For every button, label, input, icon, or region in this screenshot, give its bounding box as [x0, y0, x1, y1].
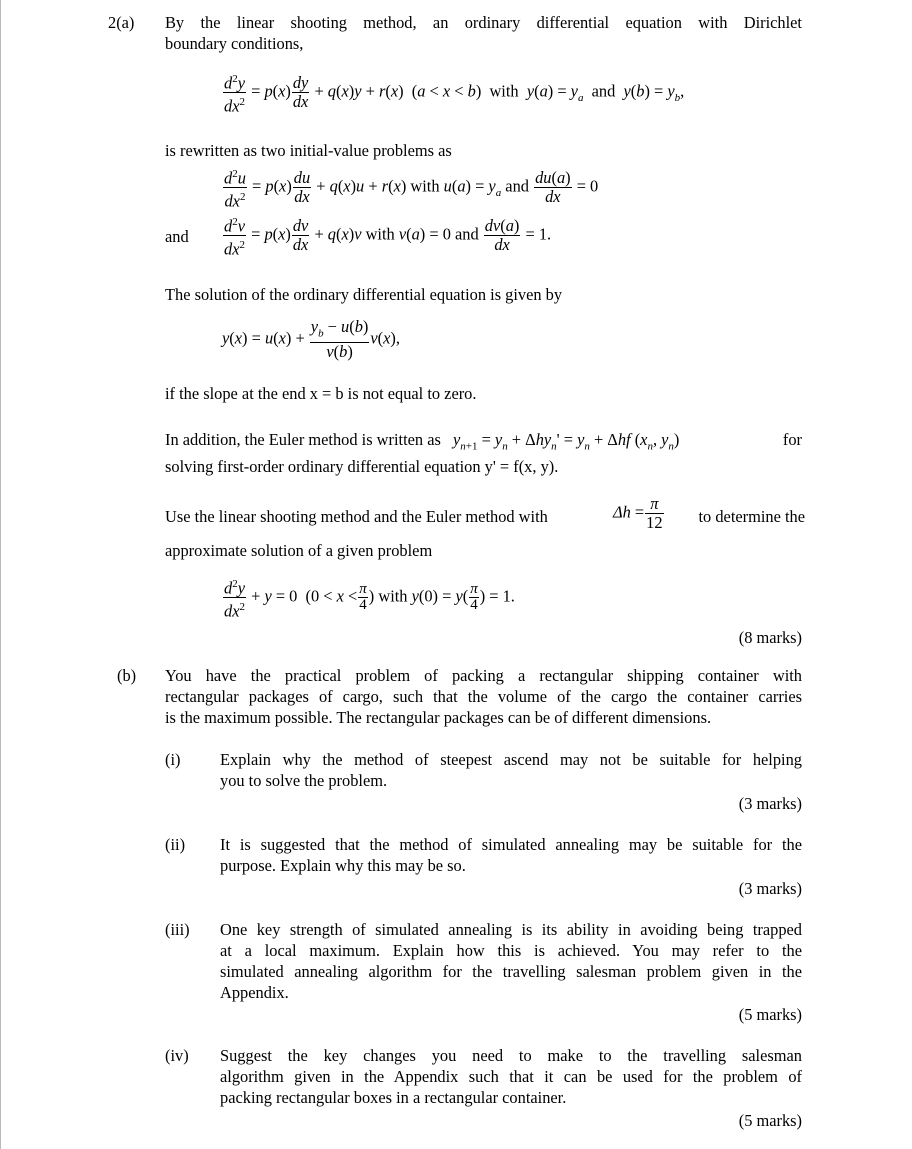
part-iii-line-4: Appendix. — [220, 983, 289, 1002]
part-iii-label: (iii) — [165, 920, 190, 939]
rewritten-text: is rewritten as two initial-value problems as — [165, 141, 452, 160]
part-ii-marks: (3 marks) — [738, 879, 802, 898]
intro-line-1: By the linear shooting method, an ordinary differential equation with Dirichlet — [165, 13, 802, 32]
euler-line-2: solving first-order ordinary differential equation y' = f(x, y). — [165, 457, 559, 476]
question-label-2a: 2(a) — [108, 13, 135, 32]
part-i-label: (i) — [165, 750, 181, 769]
part-i-line-1: Explain why the method of steepest ascend may not be suitable for helping — [220, 750, 802, 769]
page-left-border — [0, 0, 1, 1149]
part-i-marks: (3 marks) — [738, 794, 802, 813]
part-ii-line-1: It is suggested that the method of simulated annealing may be suitable for the — [220, 835, 802, 854]
ivp-u-equation: $\frac{d^2u}{dx^2}$ = p(x) $\frac{du}{dx}$ + q(x)u + r(x) with $u(a) = y_a$ and $\frac{du(a)}{dx}$ = 0 — [222, 165, 598, 211]
part-ii-line-2: purpose. Explain why this may be so. — [220, 856, 466, 875]
main-ode-equation: $\frac{d^2y}{dx^2}$ = p(x) $\frac{dy}{dx}$ + q(x)y + r(x) (a < x < b) with $y(a) = y_a$ and $y(b) = y_b$, — [222, 70, 684, 116]
part-iii-line-3: simulated annealing algorithm for the travelling salesman problem given in the — [220, 962, 802, 981]
given-problem-equation: $\frac{d^2y}{dx^2}$ + y = 0 (0 < x < $\frac{\pi}{4}$ ) with y(0) = y( $\frac{\pi}{4}$ ) = 1. — [222, 575, 515, 621]
part-iii-marks: (5 marks) — [738, 1005, 802, 1024]
part-iii-line-2: at a local maximum. Explain how this is achieved. You may refer to the — [220, 941, 802, 960]
part-iv-line-1: Suggest the key changes you need to make to the travelling salesman — [220, 1046, 802, 1065]
approx-text: approximate solution of a given problem — [165, 541, 433, 560]
b-line-1: You have the practical problem of packing a rectangular shipping container with — [165, 666, 802, 685]
ivp-v-equation: $\frac{d^2v}{dx^2}$ = p(x) $\frac{dv}{dx}$ + q(x)v with v(a) = 0 and $\frac{dv(a)}{dx}$ = 1. — [222, 213, 551, 259]
euler-line-1 — [165, 429, 802, 457]
euler-prefix: In addition, the Euler method is written as — [165, 430, 441, 449]
use-suffix: to determine the — [698, 507, 805, 526]
euler-suffix: for — [782, 430, 802, 449]
solution-formula: y(x) = u(x) + $\frac{y_b - u(b)}{v(b)}$ v(x), — [222, 317, 400, 362]
solution-intro: The solution of the ordinary differential equation is given by — [165, 285, 563, 304]
part-iii-line-1: One key strength of simulated annealing is its ability in avoiding being trapped — [220, 920, 802, 939]
delta-h-formula: Δh = $\frac{\pi}{12}$ — [613, 494, 663, 532]
intro-line-2: boundary conditions, — [165, 34, 304, 53]
part-iv-label: (iv) — [165, 1046, 189, 1065]
part-iv-line-2: algorithm given in the Appendix such that it can be used for the problem of — [220, 1067, 802, 1086]
question-label-b: (b) — [117, 666, 137, 685]
part-iv-line-3: packing rectangular boxes in a rectangular container. — [220, 1088, 567, 1107]
slope-note: if the slope at the end x = b is not equal to zero. — [165, 384, 477, 403]
euler-formula: $y_{n+1} = y_n + \Delta hy_n' = y_n + \Delta hf$ ($x_n$, $y_n$) — [452, 430, 680, 453]
marks-a: (8 marks) — [738, 628, 802, 647]
use-line — [165, 494, 805, 532]
b-line-2: rectangular packages of cargo, such that the volume of the cargo the container carries — [165, 687, 802, 706]
use-prefix: Use the linear shooting method and the Euler method with — [165, 507, 548, 526]
and-label: and — [165, 227, 189, 246]
b-line-3: is the maximum possible. The rectangular packages can be of different dimensions. — [165, 708, 712, 727]
part-i-line-2: you to solve the problem. — [220, 771, 388, 790]
part-ii-label: (ii) — [165, 835, 186, 854]
part-iv-marks: (5 marks) — [738, 1111, 802, 1130]
